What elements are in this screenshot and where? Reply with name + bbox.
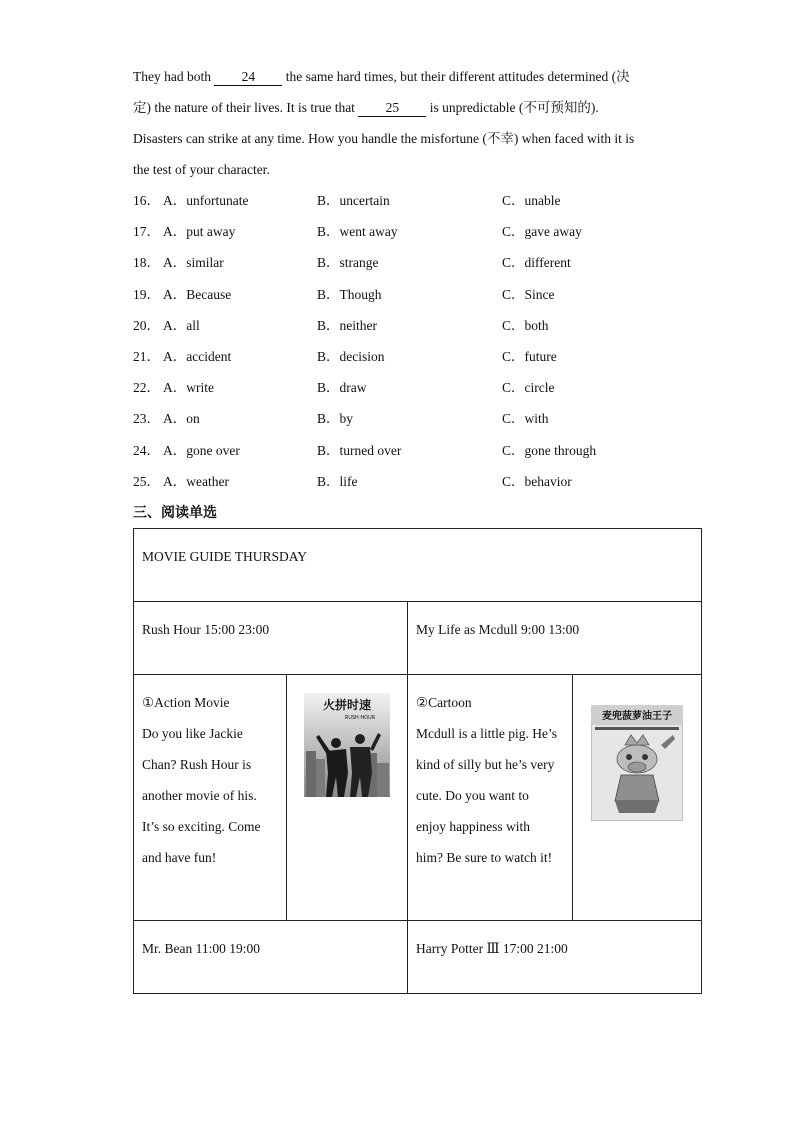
question-number: 23． xyxy=(133,411,160,427)
cartoon-description: ②Cartoon Mcdull is a little pig. He’s kind of silly but he’s very cute. Do you want to enjoy happiness with him? Be sure to watch it! xyxy=(408,675,573,921)
mcdull-poster-title: 麦兜菠萝油王子 xyxy=(602,711,672,722)
question-row xyxy=(133,216,693,247)
question-row xyxy=(133,185,693,216)
option-c[interactable]: C．gave away xyxy=(502,224,582,240)
question-options xyxy=(133,185,693,497)
question-number: 19． xyxy=(133,286,160,302)
question-row xyxy=(133,341,693,372)
question-number: 20． xyxy=(133,317,160,333)
option-a[interactable]: A．weather xyxy=(163,473,229,489)
option-b[interactable]: B．strange xyxy=(317,255,379,271)
option-a[interactable]: A．similar xyxy=(163,255,224,271)
option-c[interactable]: C．different xyxy=(502,255,571,271)
option-a[interactable]: A．put away xyxy=(163,224,236,240)
option-b[interactable]: B．by xyxy=(317,411,354,427)
blank-25: 25 xyxy=(358,100,426,117)
option-a[interactable]: A．write xyxy=(163,380,214,396)
question-number: 18． xyxy=(133,255,160,271)
passage-line-2: 定) the nature of their lives. It is true that 25 is unpredictable (不可预知的). xyxy=(133,100,599,115)
question-row xyxy=(133,372,693,403)
mcdull-showtime: My Life as Mcdull 9:00 13:00 xyxy=(408,602,702,675)
option-a[interactable]: A．gone over xyxy=(163,442,240,458)
question-number: 17． xyxy=(133,224,160,240)
section-title: 三、阅读单选 xyxy=(133,505,217,521)
option-b[interactable]: B．Though xyxy=(317,286,382,302)
question-row xyxy=(133,466,693,497)
option-c[interactable]: C．circle xyxy=(502,380,555,396)
passage xyxy=(133,61,663,185)
passage-line-3: Disasters can strike at any time. How you handle the misfortune (不幸) when faced with it is xyxy=(133,131,635,146)
rush-hour-poster-subtitle: RUSH HOUR xyxy=(344,715,376,721)
option-c[interactable]: C．both xyxy=(502,317,549,333)
passage-line-4: the test of your character. xyxy=(133,162,270,177)
harry-potter-showtime: Harry Potter Ⅲ 17:00 21:00 xyxy=(408,921,702,994)
action-heading: ①Action Movie xyxy=(142,695,230,710)
option-b[interactable]: B．decision xyxy=(317,348,385,364)
question-number: 21． xyxy=(133,348,160,364)
question-number: 24． xyxy=(133,442,160,458)
question-number: 22． xyxy=(133,380,160,396)
rush-hour-poster-image xyxy=(304,693,390,797)
question-number: 16． xyxy=(133,193,160,208)
option-c[interactable]: C．with xyxy=(502,411,549,427)
option-b[interactable]: B．neither xyxy=(317,317,377,333)
option-b[interactable]: B．draw xyxy=(317,380,367,396)
option-b[interactable]: B．turned over xyxy=(317,442,402,458)
option-b[interactable]: B．life xyxy=(317,473,358,489)
passage-line-1: They had both 24 the same hard times, but their different attitudes determined (决 xyxy=(133,69,630,84)
option-a[interactable]: A．unfortunate xyxy=(163,193,249,208)
option-c[interactable]: C．unable xyxy=(502,193,561,208)
rush-hour-poster-title: 火拼时速 xyxy=(322,698,372,712)
action-movie-description: ①Action Movie Do you like Jackie Chan? Rush Hour is another movie of his. It’s so exciting. Come and have fun! xyxy=(134,675,287,921)
option-b[interactable]: B．uncertain xyxy=(317,193,390,208)
option-b[interactable]: B．went away xyxy=(317,224,398,240)
movie-guide-table xyxy=(133,528,702,994)
rush-hour-poster-cell xyxy=(287,675,408,921)
option-a[interactable]: A．accident xyxy=(163,348,232,364)
option-c[interactable]: C．gone through xyxy=(502,442,597,458)
mcdull-poster-cell xyxy=(573,675,702,921)
blank-24: 24 xyxy=(214,69,282,86)
question-row xyxy=(133,310,693,341)
option-a[interactable]: A．Because xyxy=(163,286,232,302)
question-row xyxy=(133,435,693,466)
option-c[interactable]: C．behavior xyxy=(502,473,572,489)
option-a[interactable]: A．all xyxy=(163,317,200,333)
option-a[interactable]: A．on xyxy=(163,411,200,427)
question-number: 25． xyxy=(133,473,160,489)
question-row xyxy=(133,247,693,278)
option-c[interactable]: C．Since xyxy=(502,286,555,302)
mcdull-poster-image xyxy=(591,705,683,821)
mr-bean-showtime: Mr. Bean 11:00 19:00 xyxy=(134,921,408,994)
question-row xyxy=(133,279,693,310)
option-c[interactable]: C．future xyxy=(502,348,557,364)
cartoon-heading: ②Cartoon xyxy=(416,695,472,710)
question-row xyxy=(133,403,693,434)
rush-hour-showtime: Rush Hour 15:00 23:00 xyxy=(134,602,408,675)
movie-guide-title: MOVIE GUIDE THURSDAY xyxy=(134,529,702,602)
